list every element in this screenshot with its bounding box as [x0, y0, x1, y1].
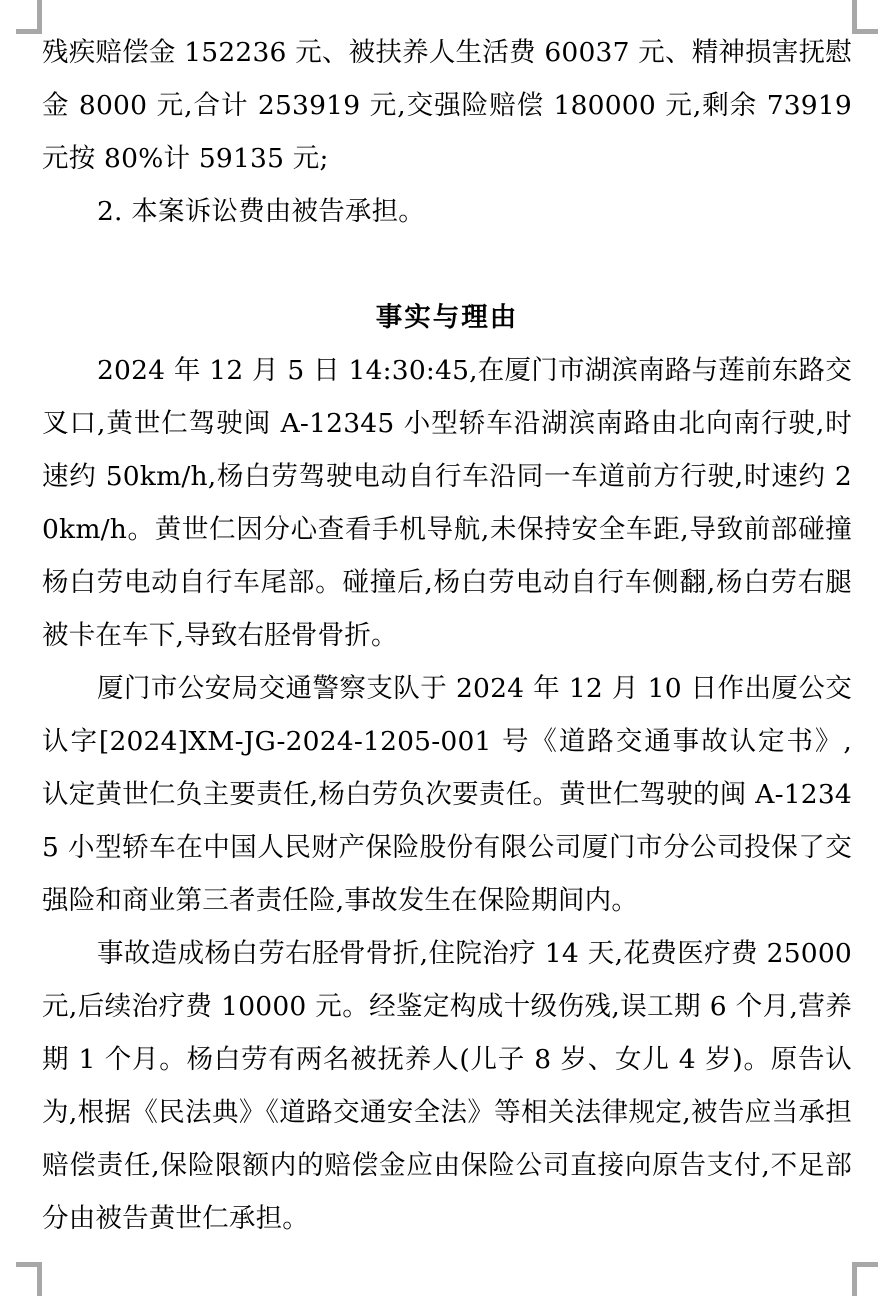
paragraph-claim-continuation: 残疾赔偿金 152236 元、被扶养人生活费 60037 元、精神损害抚慰金 8000 元,合计 253919 元,交强险赔偿 180000 元,剩余 73919 元按 80%计 59135 元; [42, 37, 861, 174]
crop-mark-vertical-bar [37, 1262, 42, 1296]
crop-mark-horizontal-bar [16, 1262, 42, 1267]
crop-mark-top-right-icon [852, 0, 878, 34]
crop-mark-horizontal-bar [852, 1262, 878, 1267]
crop-mark-horizontal-bar [16, 29, 42, 34]
paragraph-spacer [42, 238, 852, 291]
crop-mark-bottom-right-icon [852, 1262, 878, 1296]
document-body [42, 26, 861, 1245]
crop-mark-vertical-bar [852, 1262, 857, 1296]
crop-mark-bottom-left-icon [16, 1262, 42, 1296]
paragraph-damages-and-legal-basis: 事故造成杨白劳右胫骨骨折,住院治疗 14 天,花费医疗费 25000 元,后续治疗费 10000 元。经鉴定构成十级伤残,误工期 6 个月,营养期 1 个月。杨白劳有两名被抚养人(儿子 8 岁、女儿 4 岁)。原告认为,根据《民法典》《道路交通安全法》等相关法律规定,被告应当承担赔偿责任,保险限额内的赔偿金应由保险公司直接向原告支付,不足部分由被告黄世仁承担。 [42, 938, 861, 1234]
paragraph-liability-determination: 厦门市公安局交通警察支队于 2024 年 12 月 10 日作出厦公交认字[2024]XM-JG-2024-1205-001 号《道路交通事故认定书》,认定黄世仁负主要责任,杨白劳负次要责任。黄世仁驾驶的闽 A-12345 小型轿车在中国人民财产保险股份有限公司厦门市分公司投保了交强险和商业第三者责任险,事故发生在保险期间内。 [42, 673, 852, 916]
crop-mark-top-left-icon [16, 0, 42, 34]
section-heading-facts-and-reasons: 事实与理由 [375, 302, 519, 333]
paragraph-claim-item-2: 2. 本案诉讼费由被告承担。 [97, 196, 426, 227]
crop-mark-horizontal-bar [852, 29, 878, 34]
paragraph-accident-description: 2024 年 12 月 5 日 14:30:45,在厦门市湖滨南路与莲前东路交叉口,黄世仁驾驶闽 A-12345 小型轿车沿湖滨南路由北向南行驶,时速约 50km/h,杨白劳驾驶电动自行车沿同一车道前方行驶,时速约 20km/h。黄世仁因分心查看手机导航,未保持安全车距,导致前部碰撞杨白劳电动自行车尾部。碰撞后,杨白劳电动自行车侧翻,杨白劳右腿被卡在车下,导致右胫骨骨折。 [42, 355, 852, 651]
